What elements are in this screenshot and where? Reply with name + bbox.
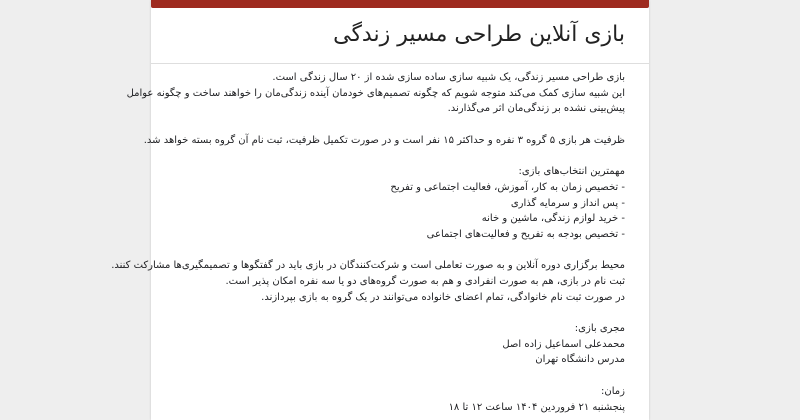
environment-paragraph [111, 258, 625, 305]
organizer-section [175, 321, 625, 368]
choice-item: - خرید لوازم زندگی، ماشین و خانه [481, 213, 625, 225]
environment-line: ثبت نام در بازی، هم به صورت انفرادی و هم به صورت گروه‌های دو یا سه نفره امکان پذیر است. [225, 275, 625, 287]
capacity-line: ظرفیت هر بازی ۵ گروه ۳ نفره و حداکثر ۱۵ نفر است و در صورت تکمیل ظرفیت، ثبت نام آن گروه بسته خواهد شد. [143, 134, 625, 146]
organizer-role: مدرس دانشگاه تهران [535, 354, 625, 366]
form-card [111, 0, 649, 420]
environment-line: در صورت ثبت نام خانوادگی، تمام اعضای خانواده می‌توانند در یک گروه به بازی بپردازند. [261, 291, 625, 303]
intro-line: پیش‌بینی نشده بر زندگی‌مان اثر می‌گذارند. [447, 103, 625, 115]
form-title: بازی آنلاین طراحی مسیر زندگی [333, 22, 625, 47]
organizer-title: مجری بازی: [574, 323, 625, 335]
capacity-paragraph [143, 133, 625, 149]
organizer-name: محمدعلی اسماعیل زاده اصل [502, 338, 625, 350]
form-description [111, 64, 649, 415]
environment-line: محیط برگزاری دوره آنلاین و به صورت تعاملی است و شرکت‌کنندگان در بازی باید در گفتگوها و تصمیمگیری‌ها مشارکت کنند. [111, 260, 625, 272]
intro-line: این شبیه سازی کمک می‌کند متوجه شویم که چگونه تصمیم‌های خودمان آینده زندگی‌مان را خواهند ساخت و چگونه عوامل [126, 87, 625, 99]
intro-line: بازی طراحی مسیر زندگی، یک شبیه سازی ساده سازی شده از ۲۰ سال زندگی است. [272, 72, 625, 83]
time-value: پنجشنبه ۲۱ فروردین ۱۴۰۴ ساعت ۱۲ تا ۱۸ [448, 401, 625, 413]
choice-item: - پس انداز و سرمایه گذاری [510, 197, 625, 209]
choice-item: - تخصیص بودجه به تفریح و فعالیت‌های اجتماعی [426, 228, 625, 240]
choice-item: - تخصیص زمان به کار، آموزش، فعالیت اجتماعی و تفریح [390, 181, 625, 193]
form-accent-bar [151, 0, 649, 8]
choices-title: مهمترین انتخاب‌های بازی: [518, 166, 625, 178]
choices-section [175, 164, 625, 242]
time-title: زمان: [601, 385, 625, 397]
intro-paragraph [126, 70, 625, 117]
time-section [175, 384, 625, 415]
